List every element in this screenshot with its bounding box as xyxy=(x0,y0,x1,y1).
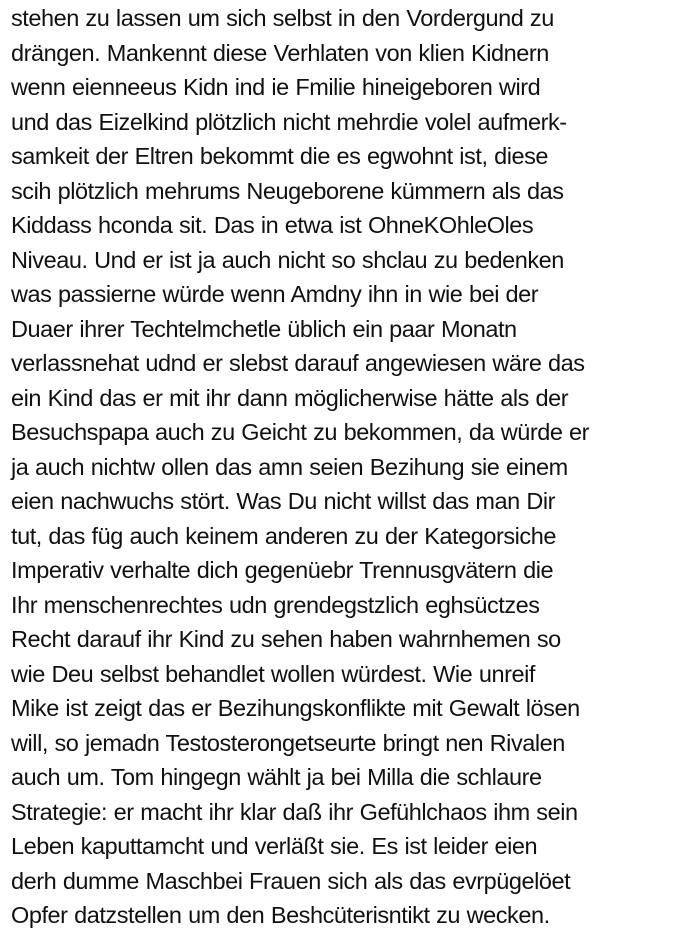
text-line: Kiddass hconda sit. Das in etwa ist OhneKOhleOles xyxy=(11,212,534,238)
text-line: Imperativ verhalte dich gegenüebr Trennusgvätern die xyxy=(11,557,554,583)
text-line: tut, das füg auch keinem anderen zu der Kategorsiche xyxy=(11,522,556,549)
text-line: Strategie: er macht ihr klar daß ihr Gefühlchaos ihm sein xyxy=(11,798,578,825)
text-line: eien nachwuchs stört. Was Du nicht willst das man Dir xyxy=(11,488,555,514)
text-line: Leben kaputtamcht und verläßt sie. Es ist leider eien xyxy=(11,833,538,859)
text-line: wie Deu selbst behandlet wollen würdest. Wie unreif xyxy=(11,660,535,687)
text-line: stehen zu lassen um sich selbst in den Vordergund zu xyxy=(11,5,554,31)
text-line: Duaer ihrer Techtelmchetle üblich ein paar Monatn xyxy=(11,315,517,342)
text-line: was passierne würde wenn Amdny ihn in wie bei der xyxy=(11,281,539,307)
text-line: Opfer datzstellen um den Beshcüterisntikt zu wecken. xyxy=(11,902,550,928)
text-line: samkeit der Eltren bekommt die es egwohnt ist, diese xyxy=(11,143,549,169)
text-line: ein Kind das er mit ihr dann möglicherwise hätte als der xyxy=(11,384,569,411)
body-text xyxy=(11,1,679,933)
text-line: ja auch nichtw ollen das amn seien Bezihung sie einem xyxy=(11,453,568,480)
text-line: derh dumme Maschbei Frauen sich als das evrpügelöet xyxy=(11,867,571,894)
text-line: wenn eienneeus Kidn ind ie Fmilie hineigeboren wird xyxy=(11,74,541,100)
text-line: Besuchspapa auch zu Geicht zu bekommen, da würde er xyxy=(11,419,590,445)
text-line: will, so jemadn Testosterongetseurte bringt nen Rivalen xyxy=(11,729,565,756)
text-line: verlassnehat udnd er slebst darauf angewiesen wäre das xyxy=(11,350,585,376)
text-line: und das Eizelkind plötzlich nicht mehrdie volel aufmerk- xyxy=(11,108,567,135)
text-line: Niveau. Und er ist ja auch nicht so shclau zu bedenken xyxy=(11,246,564,273)
text-line: Ihr menschenrechtes udn grendegstzlich eghsüctzes xyxy=(11,591,540,618)
text-line: drängen. Mankennt diese Verhlaten von klien Kidnern xyxy=(11,39,549,66)
text-line: Mike ist zeigt das er Bezihungskonflikte mit Gewalt lösen xyxy=(11,695,580,721)
text-line: auch um. Tom hingegn wählt ja bei Milla die schlaure xyxy=(11,764,542,790)
text-line: Recht darauf ihr Kind zu sehen haben wahrnhemen so xyxy=(11,626,561,652)
text-line: scih plötzlich mehrums Neugeborene kümmern als das xyxy=(11,177,564,204)
